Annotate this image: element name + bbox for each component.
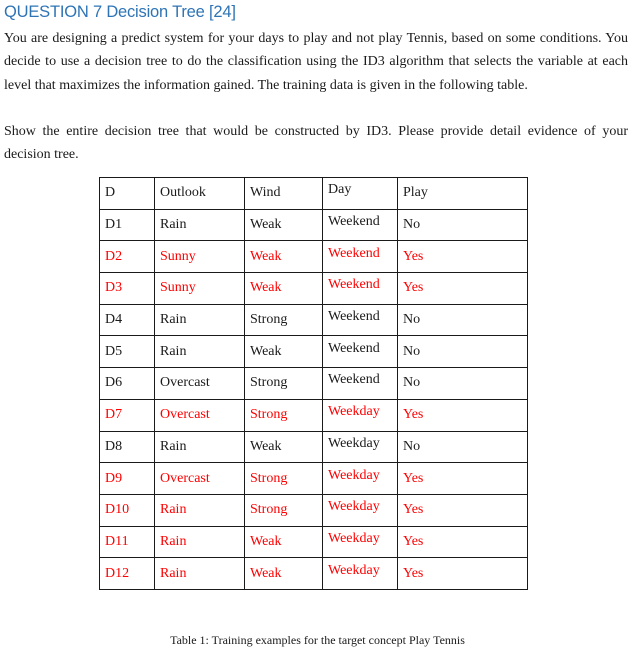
table-row <box>100 431 528 463</box>
table-row <box>100 273 528 305</box>
cell-day <box>323 336 398 368</box>
cell-id: D11 <box>100 526 155 558</box>
cell-wind: Strong <box>245 399 323 431</box>
cell-outlook: Rain <box>155 209 245 241</box>
task-instruction: Show the entire decision tree that would be constructed by ID3. Please provide detail evidence of your decision tree. <box>4 124 628 163</box>
header-d: D <box>100 178 155 210</box>
cell-id: D8 <box>100 431 155 463</box>
cell-play: No <box>398 431 528 463</box>
table-row <box>100 336 528 368</box>
cell-play: Yes <box>398 558 528 590</box>
cell-day <box>323 463 398 495</box>
cell-day <box>323 368 398 400</box>
cell-day-label: Weekend <box>328 340 380 356</box>
cell-outlook: Sunny <box>155 273 245 305</box>
cell-play: No <box>398 368 528 400</box>
cell-play: Yes <box>398 494 528 526</box>
cell-play: No <box>398 209 528 241</box>
table-row <box>100 526 528 558</box>
table-row <box>100 209 528 241</box>
cell-day <box>323 494 398 526</box>
cell-play: No <box>398 336 528 368</box>
problem-description: You are designing a predict system for your days to play and not play Tennis, based on some conditions. You decide to use a decision tree to do the classification using the ID3 algorithm that selects the variable at each level that maximizes the information gained. The training data is given in the following table. <box>4 31 628 93</box>
cell-id: D5 <box>100 336 155 368</box>
cell-day-label: Weekday <box>328 404 380 420</box>
cell-day-label: Weekday <box>328 562 380 578</box>
cell-wind: Strong <box>245 494 323 526</box>
cell-outlook: Rain <box>155 494 245 526</box>
table-row <box>100 494 528 526</box>
cell-day <box>323 558 398 590</box>
cell-play: Yes <box>398 399 528 431</box>
table-row <box>100 399 528 431</box>
cell-wind: Strong <box>245 368 323 400</box>
cell-id: D12 <box>100 558 155 590</box>
header-day-label: Day <box>328 182 352 198</box>
table-row <box>100 304 528 336</box>
cell-outlook: Rain <box>155 431 245 463</box>
cell-outlook: Overcast <box>155 463 245 495</box>
cell-id: D10 <box>100 494 155 526</box>
header-outlook: Outlook <box>155 178 245 210</box>
cell-wind: Weak <box>245 209 323 241</box>
table-row <box>100 558 528 590</box>
cell-play: Yes <box>398 273 528 305</box>
cell-wind: Weak <box>245 273 323 305</box>
header-play: Play <box>398 178 528 210</box>
cell-id: D7 <box>100 399 155 431</box>
cell-day-label: Weekend <box>328 372 380 388</box>
cell-id: D1 <box>100 209 155 241</box>
cell-play: Yes <box>398 463 528 495</box>
cell-wind: Weak <box>245 241 323 273</box>
cell-day-label: Weekend <box>328 245 380 261</box>
cell-day-label: Weekday <box>328 467 380 483</box>
cell-play: Yes <box>398 241 528 273</box>
cell-day <box>323 526 398 558</box>
cell-day-label: Weekday <box>328 530 380 546</box>
table-row <box>100 463 528 495</box>
cell-outlook: Overcast <box>155 368 245 400</box>
table-header-row <box>100 178 528 210</box>
cell-wind: Strong <box>245 463 323 495</box>
header-day <box>323 178 398 210</box>
cell-wind: Weak <box>245 526 323 558</box>
cell-id: D9 <box>100 463 155 495</box>
cell-day <box>323 209 398 241</box>
cell-day-label: Weekday <box>328 435 380 451</box>
cell-id: D2 <box>100 241 155 273</box>
cell-outlook: Overcast <box>155 399 245 431</box>
cell-outlook: Rain <box>155 336 245 368</box>
question-heading: QUESTION 7 Decision Tree [24] <box>4 3 236 21</box>
cell-outlook: Rain <box>155 558 245 590</box>
cell-wind: Strong <box>245 304 323 336</box>
cell-day-label: Weekend <box>328 277 380 293</box>
cell-id: D6 <box>100 368 155 400</box>
cell-day-label: Weekday <box>328 499 380 515</box>
cell-day <box>323 304 398 336</box>
cell-id: D3 <box>100 273 155 305</box>
cell-wind: Weak <box>245 336 323 368</box>
cell-play: No <box>398 304 528 336</box>
cell-day-label: Weekend <box>328 214 380 230</box>
cell-day <box>323 273 398 305</box>
training-data-table <box>99 177 528 590</box>
cell-outlook: Rain <box>155 304 245 336</box>
cell-id: D4 <box>100 304 155 336</box>
table-row <box>100 368 528 400</box>
cell-day <box>323 241 398 273</box>
cell-play: Yes <box>398 526 528 558</box>
cell-day-label: Weekend <box>328 309 380 325</box>
cell-outlook: Sunny <box>155 241 245 273</box>
cell-day <box>323 431 398 463</box>
cell-outlook: Rain <box>155 526 245 558</box>
cell-wind: Weak <box>245 558 323 590</box>
cell-day <box>323 399 398 431</box>
header-wind: Wind <box>245 178 323 210</box>
table-caption: Table 1: Training examples for the target concept Play Tennis <box>170 633 465 647</box>
cell-wind: Weak <box>245 431 323 463</box>
table-row <box>100 241 528 273</box>
